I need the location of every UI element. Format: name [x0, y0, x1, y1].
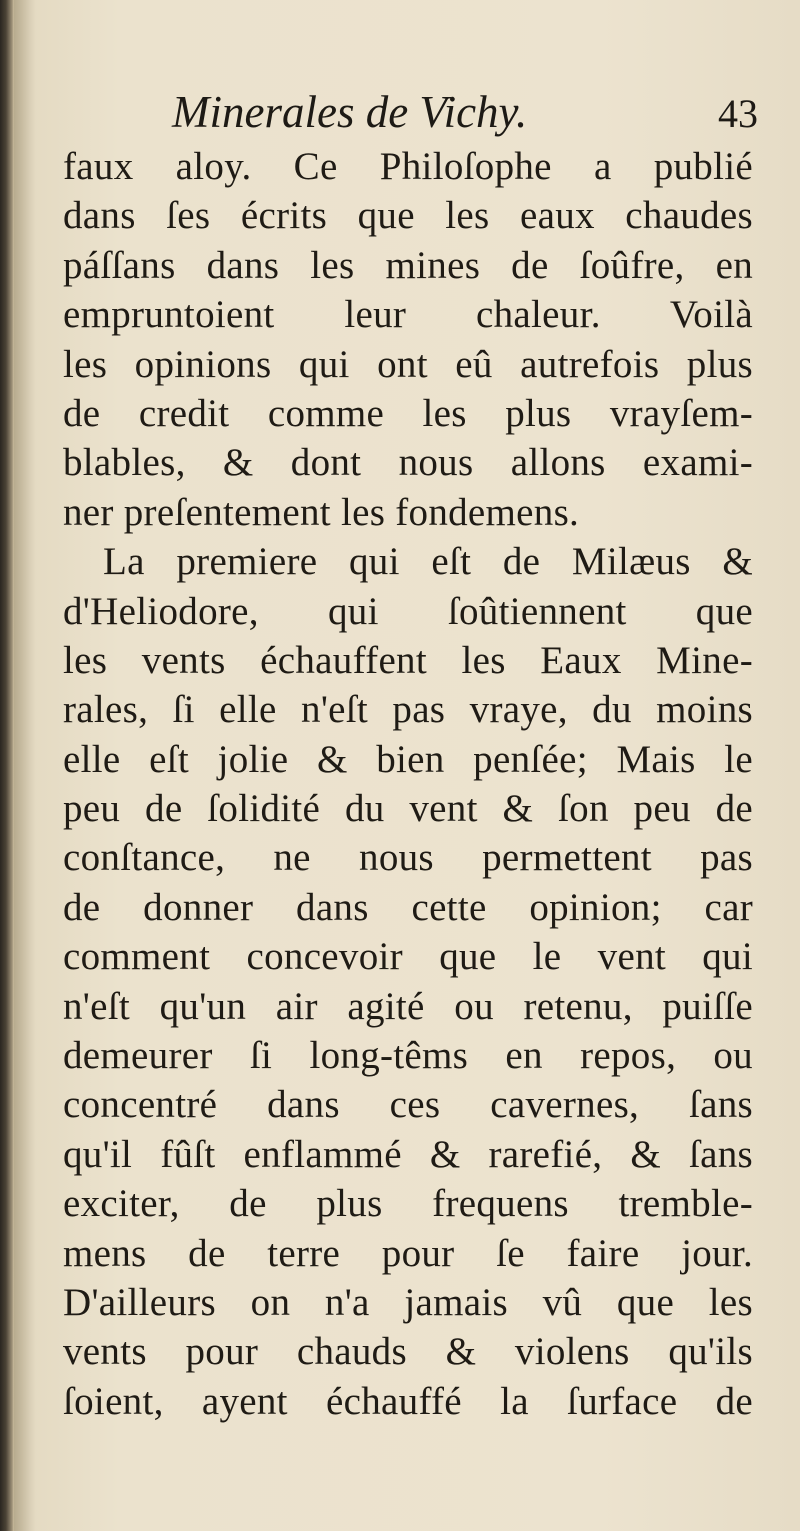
text-line: elle eſt jolie & bien penſée; Mais le — [63, 737, 753, 781]
text-line: n'eſt qu'un air agité ou retenu, puiſſe — [63, 984, 753, 1028]
paragraph — [63, 142, 753, 537]
text-line: D'ailleurs on n'a jamais vû que les — [63, 1280, 753, 1324]
text-line: exciter, de plus frequens tremble- — [63, 1182, 753, 1226]
text-line: les vents échauffent les Eaux Mine- — [63, 638, 753, 682]
text-line: demeurer ſi long-têms en repos, ou — [63, 1034, 753, 1078]
text-line: mens de terre pour ſe faire jour. — [63, 1231, 753, 1275]
gutter-shadow — [14, 0, 36, 1531]
text-line: conſtance, ne nous permettent pas — [63, 836, 753, 880]
running-head-title: Minerales de Vichy. — [172, 87, 528, 137]
text-line: peu de ſolidité du vent & ſon peu de — [63, 787, 753, 831]
paragraph — [63, 537, 753, 1426]
text-line: faux aloy. Ce Philoſophe a publié — [63, 145, 753, 188]
body-text — [63, 142, 753, 1426]
text-line: concentré dans ces cavernes, ſans — [63, 1083, 753, 1127]
text-line: empruntoient leur chaleur. Voilà — [63, 293, 753, 337]
text-line: qu'il fûſt enflammé & rarefié, & ſans — [63, 1132, 753, 1176]
binding-gutter — [0, 0, 14, 1531]
text-line: ſoient, ayent échauffé la ſurface de — [63, 1379, 753, 1423]
text-line: les opinions qui ont eû autrefois plus — [63, 342, 753, 386]
text-line: de donner dans cette opinion; car — [63, 885, 753, 929]
text-line: de credit comme les plus vrayſem- — [63, 391, 753, 435]
text-line: dans ſes écrits que les eaux chaudes — [63, 194, 753, 238]
text-line: d'Heliodore, qui ſoûtiennent que — [63, 589, 753, 633]
text-line: blables, & dont nous allons exami- — [63, 441, 753, 485]
text-line: comment concevoir que le vent qui — [63, 935, 753, 979]
text-line: vents pour chauds & violens qu'ils — [63, 1330, 753, 1374]
text-line: ner preſentement les fondemens. — [63, 490, 580, 534]
text-line: La premiere qui eſt de Milæus & — [103, 540, 753, 584]
running-head — [80, 86, 760, 142]
page-number: 43 — [718, 91, 758, 136]
text-line: rales, ſi elle n'eſt pas vraye, du moins — [63, 688, 753, 732]
text-line: páſſans dans les mines de ſoûfre, en — [63, 243, 753, 287]
